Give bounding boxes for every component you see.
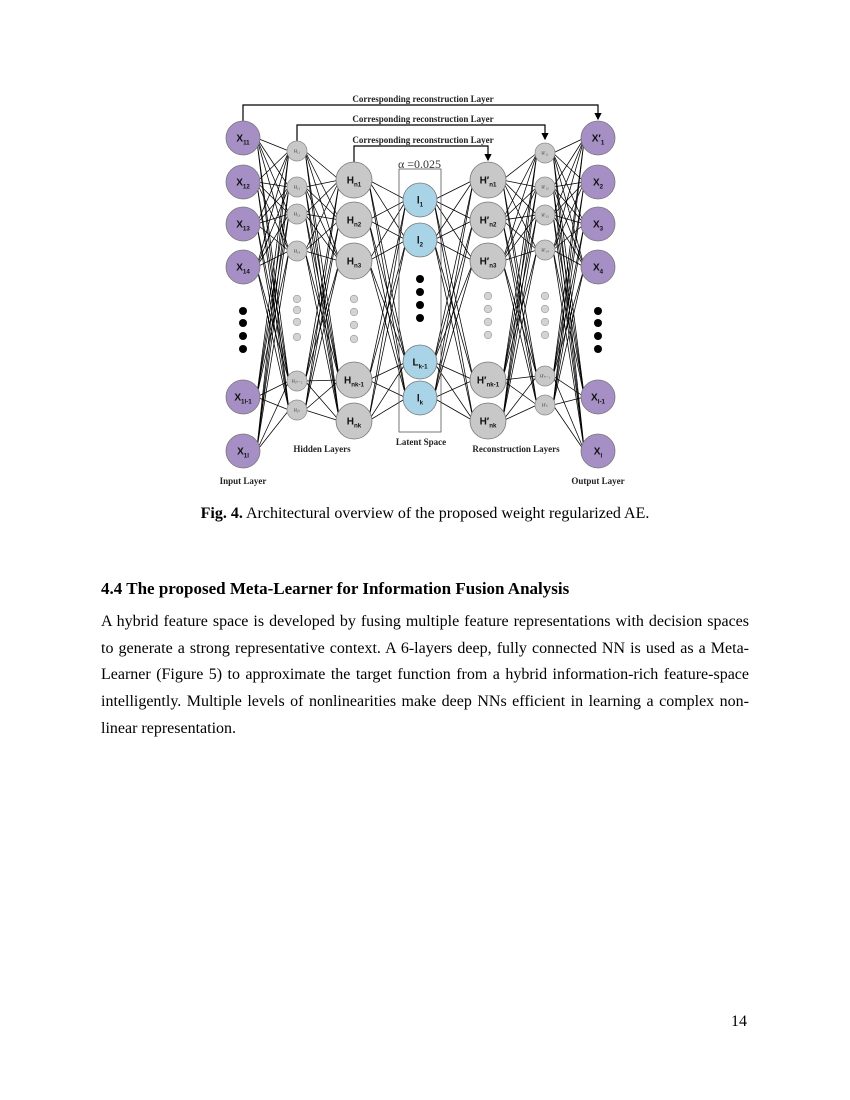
connection-edge (553, 138, 584, 250)
reconstruction-node (470, 202, 506, 238)
ellipsis-dot (239, 307, 247, 315)
connection-edge (502, 153, 537, 421)
ellipsis-dot (541, 292, 549, 300)
alpha-label: α =0.025 (398, 157, 442, 171)
connection-edge (502, 405, 537, 421)
section-number: 4.4 (101, 579, 123, 598)
connection-edge (368, 200, 406, 421)
node-label: $H_{n3}$ (346, 256, 362, 270)
output-node (581, 434, 615, 468)
ellipsis-dot (239, 345, 247, 353)
node-label: $X_4$ (592, 262, 604, 276)
ellipsis-dot (239, 319, 247, 327)
ellipsis-dot (541, 305, 549, 313)
ellipsis-dot (350, 335, 358, 343)
ellipsis-dot (416, 301, 424, 309)
connection-edge (553, 224, 584, 376)
encoder-small-node (287, 204, 307, 224)
reconstruction-node (470, 403, 506, 439)
node-label: $H'_{nk-1}$ (476, 375, 500, 389)
node-label: $H'_{n1}$ (479, 175, 497, 189)
autoencoder-architecture-figure (0, 0, 850, 500)
latent-node (403, 223, 437, 257)
connection-edge (434, 180, 474, 362)
connection-edge (368, 240, 406, 421)
node-label: $X_{11}$ (236, 133, 250, 147)
node-label: $H_{nk}$ (346, 416, 362, 430)
decoder-small-node (535, 240, 555, 260)
input-node (226, 165, 260, 199)
ellipsis-dot (541, 331, 549, 339)
node-label: $H_{n1}$ (346, 175, 362, 189)
node-label: $X_{1l-1}$ (234, 392, 252, 406)
figure-caption-text: Architectural overview of the proposed weight regularized AE. (245, 505, 650, 522)
decoder-small-node (535, 395, 555, 415)
reconstruction-node (470, 162, 506, 198)
connection-edge (553, 138, 584, 376)
small-node-label: H′₁₁ (541, 150, 549, 156)
small-node-label: H′₁₂ (541, 184, 549, 190)
figure-caption (0, 505, 850, 523)
ellipsis-dot (293, 295, 301, 303)
encoder-small-node (287, 400, 307, 420)
ellipsis-dot (416, 275, 424, 283)
small-node-label: H₁₁ (293, 148, 301, 154)
input-node (226, 207, 260, 241)
connection-edge (368, 240, 406, 261)
node-label: $l_2$ (416, 235, 424, 249)
output-node (581, 207, 615, 241)
output-node (581, 165, 615, 199)
node-label: $l_k$ (416, 393, 424, 407)
encoder-small-node (287, 371, 307, 391)
small-node-label: H₁₄ (293, 248, 301, 254)
ellipsis-dot (293, 333, 301, 341)
decoder-small-node (535, 205, 555, 225)
connection-edge (305, 151, 340, 180)
ellipsis-dot (594, 307, 602, 315)
node-label: $X'_1$ (591, 133, 605, 147)
ellipsis-dot (484, 318, 492, 326)
output-node (581, 380, 615, 414)
output-layer-label: Output Layer (571, 476, 625, 486)
connection-edge (368, 180, 406, 200)
small-node-label: H′₁₄ (541, 247, 549, 253)
encoder-small-node (287, 177, 307, 197)
connection-edge (502, 250, 537, 261)
connection-edge (305, 187, 340, 421)
ellipsis-dot (416, 314, 424, 322)
page-number: 14 (731, 1013, 747, 1030)
connection-edge (368, 398, 406, 421)
encoder-small-node (287, 141, 307, 161)
input-node (226, 250, 260, 284)
ellipsis-dot (350, 295, 358, 303)
hidden-node (336, 243, 372, 279)
output-node (581, 121, 615, 155)
node-label: $X_{13}$ (236, 219, 250, 233)
ellipsis-dot (541, 318, 549, 326)
output-node (581, 250, 615, 284)
latent-node (403, 183, 437, 217)
small-node-label: H₁₃ (293, 211, 301, 217)
connection-edge (502, 187, 537, 421)
input-node (226, 121, 260, 155)
connection-edge (502, 180, 537, 405)
connection-edge (553, 153, 584, 451)
reconstruction-layer-label: Corresponding reconstruction Layer (352, 114, 494, 124)
connection-edge (502, 250, 537, 421)
connection-edge (502, 215, 537, 380)
input-layer-label: Input Layer (219, 476, 267, 486)
node-label: $H'_{nk}$ (479, 416, 497, 430)
decoder-small-node (535, 366, 555, 386)
small-node-label: H′ₖ₋₁ (539, 373, 551, 379)
connection-edge (368, 180, 406, 362)
reconstruction-layers-label: Reconstruction Layers (472, 444, 560, 454)
node-label: $X_{14}$ (236, 262, 250, 276)
ellipsis-dot (594, 319, 602, 327)
ellipsis-dot (484, 305, 492, 313)
reconstruction-layer-label: Corresponding reconstruction Layer (352, 135, 494, 145)
connection-edge (368, 200, 406, 220)
connection-edge (434, 240, 474, 261)
reconstruction-node (470, 243, 506, 279)
node-label: $H'_{n3}$ (479, 256, 497, 270)
connection-edge (553, 182, 584, 187)
node-label: $L_{k-1}$ (412, 357, 428, 371)
input-node (226, 380, 260, 414)
ellipsis-dot (594, 332, 602, 340)
connection-edge (553, 267, 584, 405)
hidden-layers-label: Hidden Layers (293, 444, 351, 454)
connection-edge (257, 267, 289, 410)
node-label: $H'_{n2}$ (479, 215, 497, 229)
connection-edge (502, 250, 537, 380)
node-label: $X_l$ (593, 446, 603, 460)
hidden-node (336, 202, 372, 238)
connection-edge (368, 200, 406, 380)
connection-edge (305, 251, 340, 261)
hidden-node (336, 162, 372, 198)
decoder-small-node (535, 143, 555, 163)
node-label: $X_{l-1}$ (591, 392, 605, 406)
body-paragraph: A hybrid feature space is developed by fusing multiple feature representations with decision spaces to generate a strong representative context. A 6-layers deep, fully connected NN is used as a Meta-Learner (Figure 5) to approximate the target function from a hybrid information-rich feature-space intelligently. Multiple levels of nonlinearities make deep NNs efficient in learning a complex non-linear representation. (101, 613, 749, 737)
small-node-label: H′₁₃ (541, 212, 549, 218)
small-node-label: H₁ₖ (293, 407, 301, 413)
node-label: $H_{n2}$ (346, 215, 362, 229)
latent-space-label: Latent Space (395, 437, 447, 447)
encoder-small-node (287, 241, 307, 261)
hidden-node (336, 403, 372, 439)
connection-edge (434, 180, 474, 398)
ellipsis-dot (293, 318, 301, 326)
connection-edge (434, 261, 474, 362)
ellipsis-dot (350, 308, 358, 316)
ellipsis-dot (350, 321, 358, 329)
node-label: $X_2$ (592, 177, 604, 191)
ellipsis-dot (293, 306, 301, 314)
node-label: $H_{nk-1}$ (344, 375, 364, 389)
decoder-small-node (535, 177, 555, 197)
latent-node (403, 381, 437, 415)
figure-caption-label: Fig. 4. (200, 505, 243, 522)
reconstruction-node (470, 362, 506, 398)
connection-edge (434, 180, 474, 200)
connection-edge (502, 153, 537, 180)
node-label: $X_{1l}$ (237, 446, 249, 460)
reconstruction-layer-label: Corresponding reconstruction Layer (352, 94, 494, 104)
input-node (226, 434, 260, 468)
small-node-label: H′ₖ (541, 402, 549, 408)
small-node-label: H₁ₖ₋₁ (291, 378, 303, 384)
small-node-label: H₁₂ (293, 184, 301, 190)
ellipsis-dot (484, 331, 492, 339)
hidden-node (336, 362, 372, 398)
node-label: $X_3$ (592, 219, 604, 233)
connection-edge (434, 398, 474, 421)
connection-edge (257, 151, 289, 451)
ellipsis-dot (239, 332, 247, 340)
ellipsis-dot (594, 345, 602, 353)
node-label: $X_{12}$ (236, 177, 250, 191)
section-title: The proposed Meta-Learner for Information Fusion Analysis (126, 579, 570, 598)
latent-node (403, 345, 437, 379)
section-heading (101, 579, 569, 599)
connection-edge (434, 220, 474, 240)
node-label: $l_1$ (416, 195, 424, 209)
ellipsis-dot (416, 288, 424, 296)
ellipsis-dot (484, 292, 492, 300)
